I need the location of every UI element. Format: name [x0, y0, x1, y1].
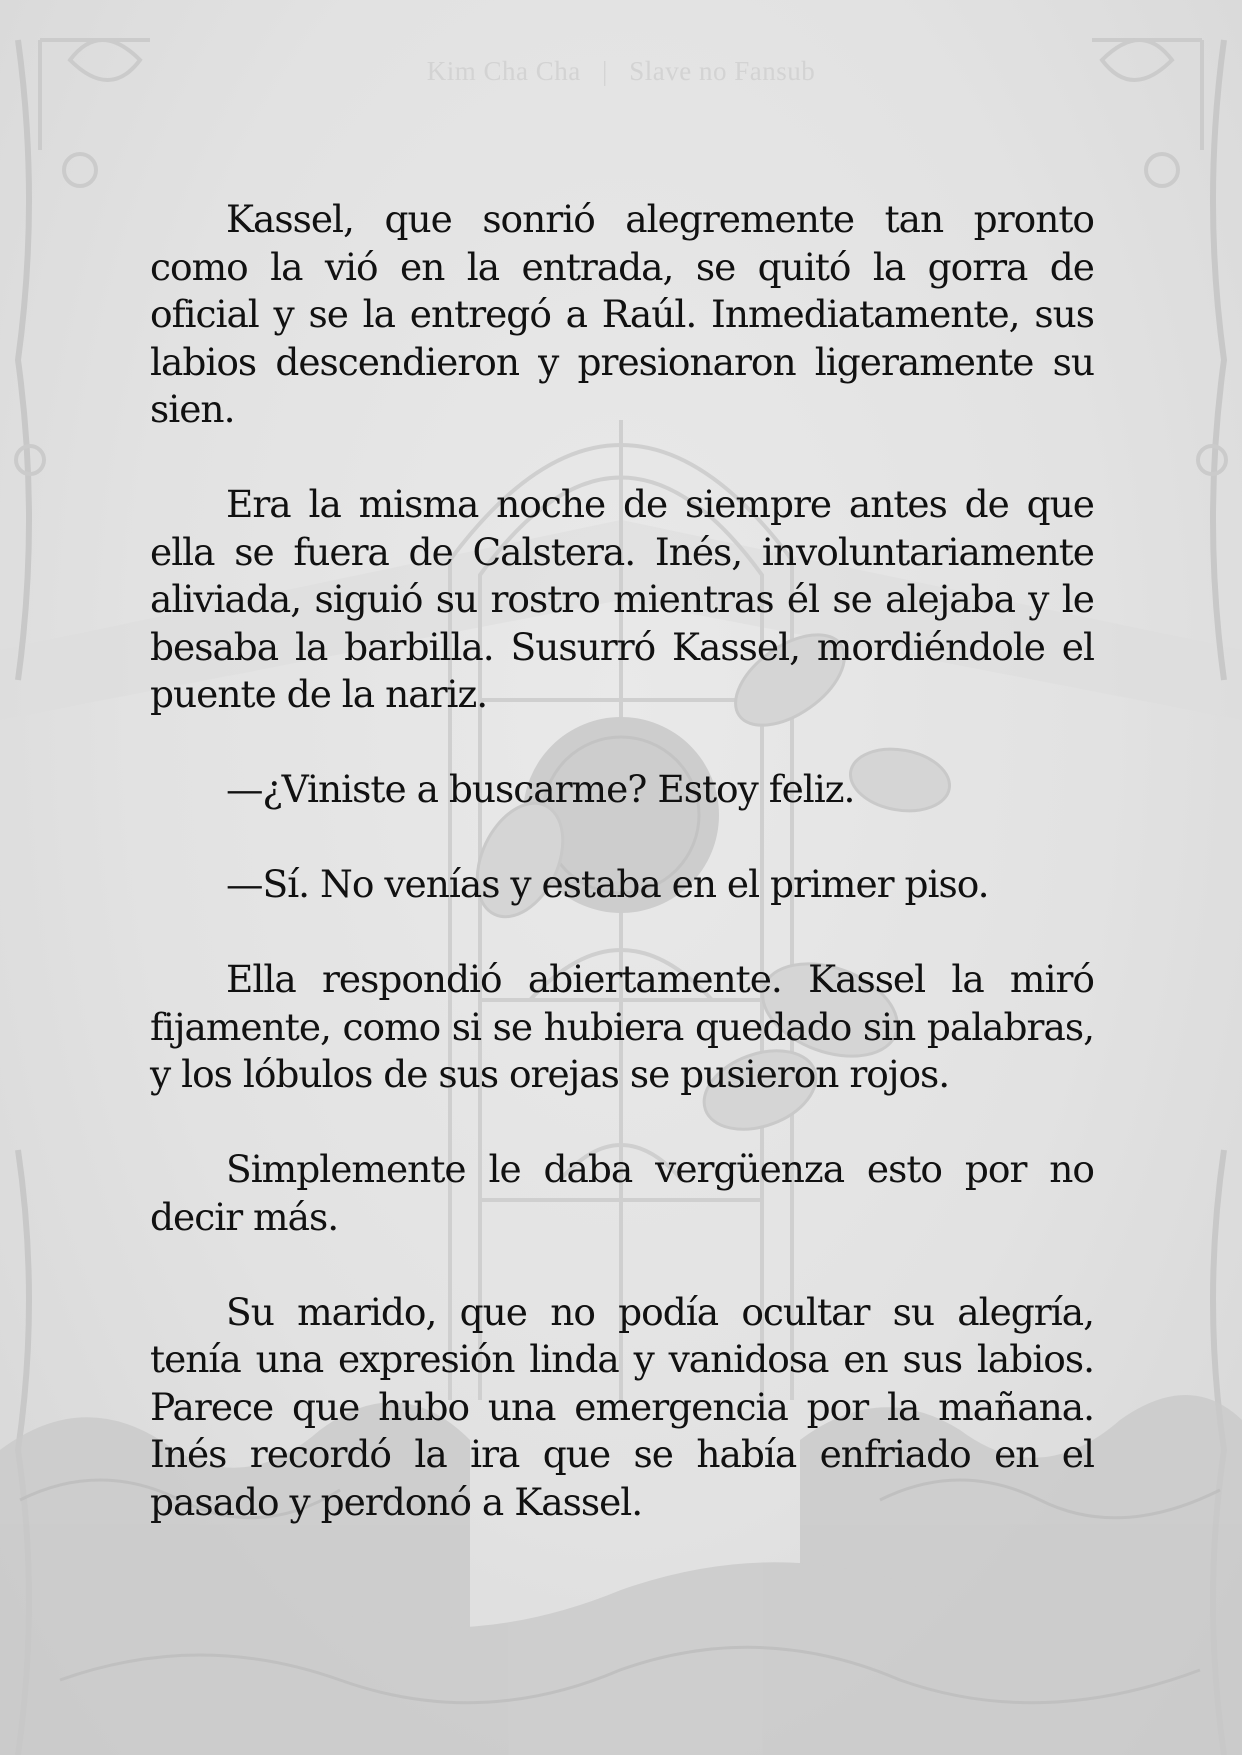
header-separator: | — [602, 56, 608, 86]
header-right-text: Slave no Fansub — [629, 56, 816, 86]
header-left-text: Kim Cha Cha — [426, 56, 581, 86]
dialogue-line: —Sí. No venías y estaba en el primer piso. — [226, 862, 989, 906]
paragraph: Era la misma noche de siempre antes de que ella se fuera de Calstera. Inés, involuntariamente aliviada, siguió su rostro mientras él se alejaba y le besaba la barbilla. Susurró Kassel, mordiéndole el puente de la nariz. — [150, 482, 1094, 716]
paragraph: Kassel, que sonrió alegremente tan pronto como la vió en la entrada, se quitó la gorra de oficial y se la entregó a Raúl. Inmediatamente, sus labios descendieron y presionaron ligeramente su sien. — [150, 197, 1094, 431]
header-watermark — [0, 56, 1242, 87]
paragraph: Ella respondió abiertamente. Kassel la miró fijamente, como si se hubiera quedado sin palabras, y los lóbulos de sus orejas se pusieron rojos. — [150, 957, 1094, 1096]
text-body — [150, 196, 1094, 1574]
paragraph: Su marido, que no podía ocultar su alegría, tenía una expresión linda y vanidosa en sus labios. Parece que hubo una emergencia por la mañana. Inés recordó la ira que se había enfriado en el pasado y perdonó a Kassel. — [150, 1289, 1094, 1524]
paragraph: Simplemente le daba vergüenza esto por no decir más. — [150, 1147, 1094, 1239]
dialogue-line: —¿Viniste a buscarme? Estoy feliz. — [226, 767, 855, 811]
